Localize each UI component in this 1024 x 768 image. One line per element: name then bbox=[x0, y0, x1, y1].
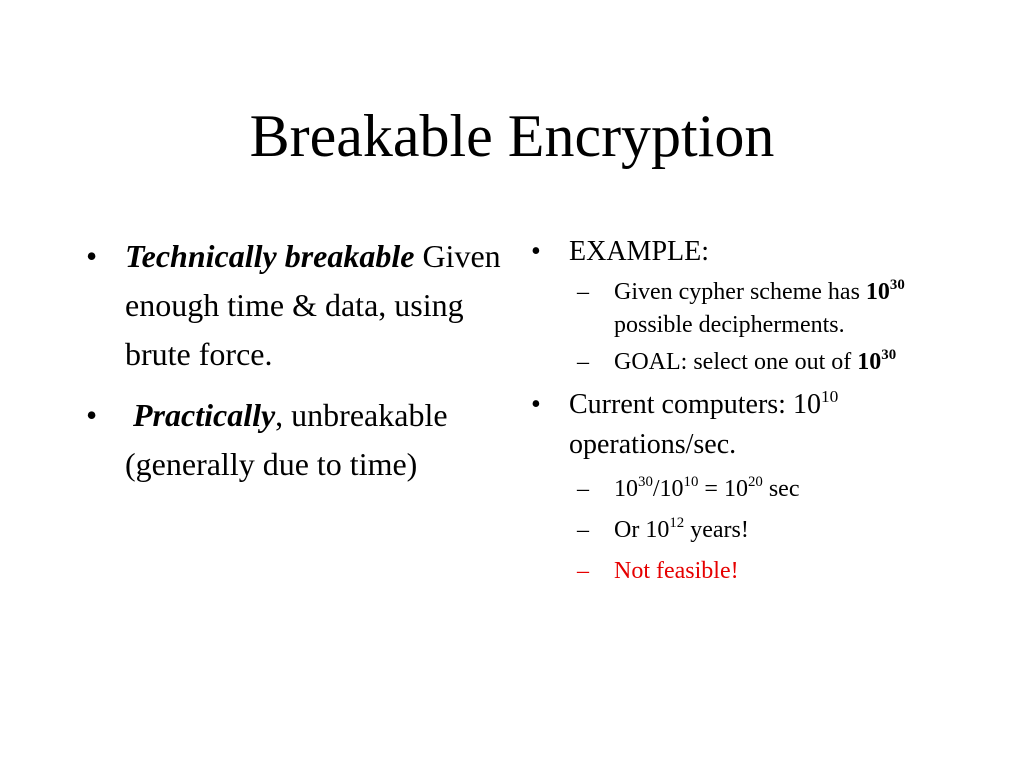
not-feasible-text: Not feasible! bbox=[614, 558, 739, 584]
calc-base-2: 10 bbox=[659, 476, 684, 502]
calc-exponent-1: 30 bbox=[638, 474, 653, 491]
bullet-practically-unbreakable bbox=[86, 391, 506, 489]
sub-bullet-goal bbox=[531, 346, 931, 379]
dash-icon: – bbox=[577, 476, 589, 502]
dash-icon: – bbox=[577, 517, 589, 543]
calc-exponent-2: 10 bbox=[683, 474, 699, 491]
goal-text-before: GOAL: select one out of bbox=[614, 349, 858, 375]
calc-exponent-3: 20 bbox=[747, 474, 763, 491]
goal-exponent: 30 bbox=[881, 347, 897, 364]
years-suffix: years! bbox=[684, 517, 749, 543]
sub-bullet-years bbox=[531, 514, 931, 547]
years-base: 10 bbox=[645, 517, 670, 543]
cypher-scheme-text-after: possible decipherments. bbox=[614, 312, 845, 338]
sub-bullet-calculation bbox=[531, 473, 931, 506]
sub-bullet-not-feasible bbox=[531, 555, 931, 588]
computers-text-before: Current computers: bbox=[569, 389, 793, 420]
slide-title: Breakable Encryption bbox=[249, 103, 775, 169]
technically-breakable-text: Given enough time & data, using brute force. bbox=[125, 238, 501, 372]
years-exponent: 12 bbox=[669, 515, 685, 532]
computers-exponent: 10 bbox=[820, 386, 839, 406]
bullet-current-computers bbox=[531, 385, 931, 465]
practically-emphasis: Practically bbox=[133, 397, 276, 433]
example-label: EXAMPLE: bbox=[569, 236, 709, 267]
calc-separator: / bbox=[652, 476, 660, 502]
practically-comma: , bbox=[275, 397, 284, 433]
dash-icon: – bbox=[577, 279, 589, 305]
cypher-scheme-base: 10 bbox=[865, 279, 890, 305]
technically-breakable-emphasis: Technically breakable bbox=[125, 238, 415, 274]
years-prefix: Or bbox=[614, 517, 646, 543]
bullet-dot-icon: • bbox=[531, 389, 541, 420]
bullet-example bbox=[531, 232, 931, 272]
sub-bullet-cypher-scheme bbox=[531, 276, 931, 342]
calc-base-3: 10 bbox=[723, 476, 748, 502]
goal-base: 10 bbox=[857, 349, 882, 375]
dash-icon: – bbox=[577, 349, 589, 375]
right-column bbox=[531, 232, 931, 588]
computers-base: 10 bbox=[792, 389, 821, 420]
left-column bbox=[86, 232, 506, 489]
calc-base-1: 10 bbox=[614, 476, 638, 502]
dash-icon: – bbox=[577, 558, 589, 584]
calc-unit: sec bbox=[762, 476, 800, 502]
cypher-scheme-text-before: Given cypher scheme has bbox=[614, 279, 866, 305]
bullet-dot-icon: • bbox=[86, 238, 98, 274]
practically-unbreakable-text: unbreakable (generally due to time) bbox=[125, 397, 448, 482]
computers-text-after: operations/sec. bbox=[569, 429, 737, 460]
bullet-technically-breakable bbox=[86, 232, 506, 379]
cypher-scheme-exponent: 30 bbox=[889, 277, 905, 294]
bullet-dot-icon: • bbox=[531, 236, 541, 267]
calc-equals: = bbox=[698, 476, 724, 502]
bullet-dot-icon: • bbox=[86, 397, 98, 433]
